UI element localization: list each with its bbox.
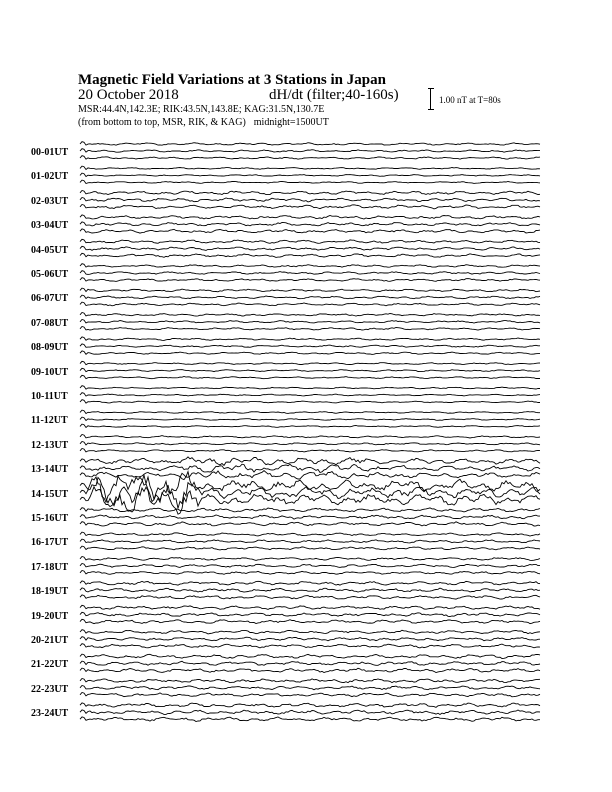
hour-label: 07-08UT — [31, 317, 69, 329]
trace-kag-09-10UT — [80, 361, 540, 364]
hour-label: 09-10UT — [31, 366, 69, 378]
trace-msr-07-08UT — [80, 327, 540, 331]
trace-rik-04-05UT — [80, 246, 540, 250]
trace-kag-17-18UT — [80, 557, 540, 561]
trace-rik-18-19UT — [80, 588, 540, 592]
trace-kag-13-14UT — [80, 457, 540, 466]
trace-msr-10-11UT — [80, 400, 540, 403]
chart-quantity: dH/dt (filter;40-160s) — [269, 87, 399, 103]
trace-kag-10-11UT — [80, 386, 540, 389]
scale-bar-label: 1.00 nT at T=80s — [439, 95, 501, 105]
trace-kag-21-22UT — [80, 654, 540, 658]
trace-kag-08-09UT — [80, 337, 540, 341]
trace-kag-01-02UT — [80, 166, 540, 169]
trace-rik-16-17UT — [80, 539, 540, 543]
trace-kag-04-05UT — [80, 239, 540, 243]
trace-rik-11-12UT — [80, 417, 540, 420]
trace-rik-09-10UT — [80, 368, 540, 371]
trace-rik-21-22UT — [80, 661, 540, 665]
trace-msr-23-24UT — [80, 717, 540, 722]
trace-kag-23-24UT — [80, 703, 540, 708]
trace-rik-01-02UT — [80, 173, 540, 176]
trace-msr-20-21UT — [80, 644, 540, 648]
trace-kag-16-17UT — [80, 532, 540, 536]
trace-rik-23-24UT — [80, 710, 540, 715]
trace-rik-00-01UT — [80, 149, 540, 153]
trace-msr-21-22UT — [80, 668, 540, 672]
trace-rik-17-18UT — [80, 564, 540, 568]
hour-label: 01-02UT — [31, 171, 69, 183]
hour-label: 18-19UT — [31, 586, 69, 598]
hour-label: 08-09UT — [31, 342, 69, 354]
hour-label: 12-13UT — [31, 439, 69, 451]
station-coordinates: MSR:44.4N,142.3E; RIK:43.5N,143.8E; KAG:31.5N,130.7E — [78, 104, 325, 115]
trace-rik-05-06UT — [80, 271, 540, 275]
trace-msr-13-14UT — [80, 471, 540, 480]
hour-label: 22-23UT — [31, 683, 69, 695]
trace-rik-02-03UT — [80, 198, 540, 202]
trace-msr-01-02UT — [80, 180, 540, 183]
trace-rik-10-11UT — [80, 393, 540, 396]
hour-label: 23-24UT — [31, 708, 69, 720]
trace-kag-07-08UT — [80, 313, 540, 317]
hour-label: 21-22UT — [31, 659, 69, 671]
trace-rik-07-08UT — [80, 320, 540, 324]
hour-label: 11-12UT — [31, 415, 68, 427]
trace-kag-15-16UT — [80, 508, 540, 512]
trace-rik-20-21UT — [80, 637, 540, 641]
trace-rik-08-09UT — [80, 344, 540, 347]
hour-label: 04-05UT — [31, 244, 69, 256]
trace-rik-22-23UT — [80, 686, 540, 690]
hour-label: 14-15UT — [31, 488, 69, 500]
trace-rik-15-16UT — [80, 515, 540, 519]
trace-msr-04-05UT — [80, 253, 540, 257]
hour-label: 15-16UT — [31, 513, 69, 524]
trace-msr-17-18UT — [80, 571, 540, 575]
trace-kag-05-06UT — [80, 264, 540, 268]
trace-kag-18-19UT — [80, 581, 540, 585]
hour-label: 13-14UT — [31, 464, 69, 476]
hour-label: 02-03UT — [31, 195, 69, 207]
trace-msr-00-01UT — [80, 156, 540, 160]
trace-msr-02-03UT — [80, 205, 540, 209]
trace-msr-05-06UT — [80, 278, 540, 282]
trace-msr-12-13UT — [80, 449, 540, 452]
trace-msr-18-19UT — [80, 595, 540, 599]
trace-kag-22-23UT — [80, 679, 540, 683]
trace-msr-11-12UT — [80, 424, 540, 427]
trace-rik-19-20UT — [80, 612, 540, 616]
hour-label: 06-07UT — [31, 293, 69, 305]
trace-msr-06-07UT — [80, 302, 540, 306]
order-note: (from bottom to top, MSR, RIK, & KAG) — [78, 117, 246, 128]
trace-msr-19-20UT — [80, 619, 540, 623]
trace-msr-16-17UT — [80, 546, 540, 550]
hour-label: 16-17UT — [31, 537, 69, 549]
chart-date: 20 October 2018 — [78, 87, 179, 103]
trace-kag-00-01UT — [80, 142, 540, 146]
trace-rik-12-13UT — [80, 442, 540, 445]
trace-rik-06-07UT — [80, 295, 540, 299]
hour-label: 10-11UT — [31, 391, 68, 402]
hour-label: 19-20UT — [31, 610, 69, 622]
trace-msr-15-16UT — [80, 522, 540, 526]
hour-label: 03-04UT — [31, 220, 69, 232]
trace-msr-08-09UT — [80, 351, 540, 355]
trace-kag-06-07UT — [80, 288, 540, 292]
trace-msr-22-23UT — [80, 693, 540, 697]
midnight-note: midnight=1500UT — [253, 117, 329, 128]
trace-kag-02-03UT — [80, 191, 540, 195]
hour-label: 00-01UT — [31, 147, 69, 158]
trace-rik-03-04UT — [80, 222, 540, 226]
trace-kag-20-21UT — [80, 630, 540, 634]
trace-msr-09-10UT — [80, 375, 540, 378]
trace-kag-12-13UT — [80, 435, 540, 439]
chart-title: Magnetic Field Variations at 3 Stations in Japan — [78, 72, 386, 88]
hour-label: 17-18UT — [31, 561, 69, 573]
trace-kag-11-12UT — [80, 410, 540, 413]
trace-kag-03-04UT — [80, 215, 540, 219]
trace-msr-03-04UT — [80, 229, 540, 233]
hour-label: 20-21UT — [31, 635, 69, 646]
trace-kag-19-20UT — [80, 605, 540, 609]
hour-label: 05-06UT — [31, 269, 69, 280]
trace-rik-13-14UT — [80, 464, 540, 472]
